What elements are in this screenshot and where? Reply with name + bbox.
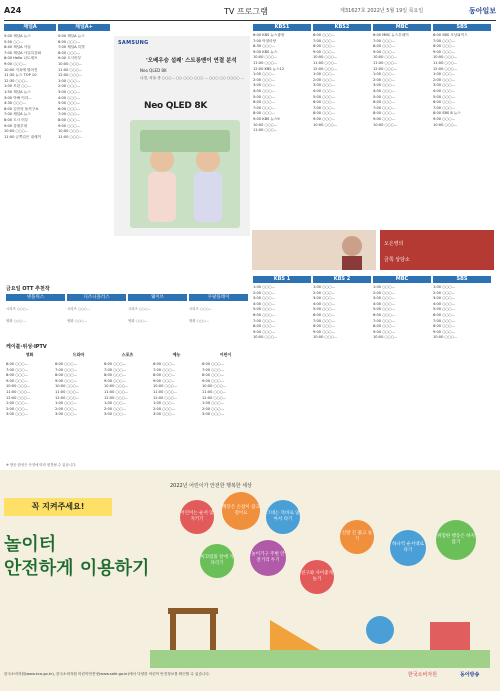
schedule-line: 7:00 ○○○... <box>433 38 456 43</box>
genre-line: 6:00 ○○○... <box>6 362 29 366</box>
left_col.a-item: 6:00 김진의 돌직구쇼 <box>4 106 39 111</box>
schedule-line: 7:00 ○○○... <box>373 105 396 110</box>
left_col.a-item: 7:00 채널A 사일특강좌 <box>4 50 42 55</box>
schedule-line: 11:00 ○○○... <box>253 128 278 133</box>
campaign-top: 2022년 어린이가 안전한 행복한 세상 <box>170 483 252 489</box>
left_col.a-item: 7:00 채널A 뉴스 <box>4 112 31 117</box>
schedule-line: 7:00 ○○○... <box>433 105 456 110</box>
schedule-line: 1:00 ○○○... <box>433 285 456 289</box>
ott-cell: 시리즈 ○○○... <box>189 307 213 311</box>
ott-header: 디즈니플러스 <box>67 294 126 301</box>
channel-header: MBC <box>373 276 431 283</box>
rule-bubble: 그네는 똑바로 앉아서 타기 <box>266 500 300 534</box>
genre-line: 11:00 ○○○... <box>153 389 178 394</box>
genre-line: 9:00 ○○○... <box>55 378 78 383</box>
schedule-line: 6:00 ○○○... <box>313 33 336 37</box>
schedule-line: 4:00 ○○○... <box>433 88 456 93</box>
schedule-line: 9:00 ○○○... <box>373 116 396 121</box>
genre-line: 8:00 ○○○... <box>104 373 127 378</box>
left_col.b-item: 6:00 ○○○... <box>58 106 81 111</box>
genre-line: 1:00 ○○○... <box>202 401 225 406</box>
channel-header: KBS 2 <box>313 276 371 283</box>
genre-line: 2:00 ○○○... <box>153 406 176 411</box>
left_col.b-item: 9:00 도시어부 <box>58 56 82 61</box>
channel-header-a-plus: 채널A+ <box>58 24 110 31</box>
schedule-line: 10:00 ○○○... <box>313 55 338 60</box>
schedule-line: 5:00 ○○○... <box>313 307 336 312</box>
schedule-line: 2:00 ○○○... <box>373 77 396 82</box>
genre-line: 10:00 ○○○... <box>6 384 31 389</box>
campaign-title-line1: 놀이터 <box>4 534 57 555</box>
ad-photo-people <box>130 120 240 228</box>
schedule-line: 4:00 ○○○... <box>313 88 336 93</box>
schedule-line: 7:00 ○○○... <box>253 318 276 323</box>
schedule-line: 7:00 ○○○... <box>373 38 396 43</box>
section-title: TV 프로그램 <box>224 7 268 16</box>
left_col.a-item: 1:00 모던 ○○... <box>4 84 31 89</box>
rule-bubble: 신발 끈 묶고 놀기 <box>340 520 374 554</box>
schedule-line: 10:00 ○○○... <box>373 335 398 340</box>
genre-line: 12:00 ○○○... <box>6 395 31 400</box>
promo-subtitle: 오은영의 <box>384 241 404 247</box>
schedule-line: 3:00 ○○○... <box>313 296 336 301</box>
genre-line: 1:00 ○○○... <box>104 401 127 406</box>
issue-info: 제31627호 2022년 5월 19일 목요일 <box>340 8 424 14</box>
left_col.b-item: 7:00 ○○○... <box>58 112 81 117</box>
left_col.a-item: 8:00 도시 어부 <box>4 117 29 122</box>
schedule-line: 12:00 ○○○... <box>313 66 338 71</box>
schedule-line: 6:00 ○○○... <box>433 100 456 105</box>
genre-line: 10:00 ○○○... <box>153 384 178 389</box>
genre-line: 2:00 ○○○... <box>104 406 127 411</box>
schedule-line: 12:00 ○○○... <box>433 66 458 71</box>
schedule-line: 8:00 ○○○... <box>433 44 456 49</box>
channel-list <box>253 33 311 229</box>
genre-line: 12:00 ○○○... <box>55 395 80 400</box>
schedule-line: 8:30 ○○○... <box>253 44 276 49</box>
genre-line: 9:00 ○○○... <box>202 378 225 383</box>
channel-list <box>433 285 491 465</box>
schedule-line: 4:00 ○○○... <box>373 88 396 93</box>
channel-list <box>373 285 431 465</box>
satellite-title: 케이블·위성·IPTV <box>6 344 47 350</box>
schedule-line: 1:00 ○○○... <box>313 285 336 289</box>
rule-bubble: 친구와 사이좋게 놀기 <box>300 560 334 594</box>
left_col.b-item: 5:00 ○○○... <box>58 101 81 106</box>
schedule-line: 4:00 ○○○... <box>253 88 276 93</box>
left_col.b-item: 8:00 ○○○... <box>58 117 81 122</box>
kca-logo: 한국소비자원 <box>408 672 437 678</box>
schedule-line: 7:00 ○○○... <box>373 318 396 323</box>
left_col.a-item: 10:00 ○○○... <box>4 129 29 134</box>
ad-brand: SAMSUNG <box>118 40 149 46</box>
ott-cell: 영화 ○○○... <box>6 319 26 323</box>
left_col.a-item: 12:30 ○○○... <box>4 78 29 83</box>
genre-line: 10:00 ○○○... <box>202 384 227 389</box>
schedule-line: 8:00 ○○○... <box>373 111 396 116</box>
schedule-line: 5:00 ○○○... <box>253 94 276 99</box>
schedule-line: 1:00 ○○○... <box>433 72 456 77</box>
left_col.b-item: 10:00 ○○○... <box>58 61 83 66</box>
genre-line: 7:00 ○○○... <box>153 367 176 372</box>
rule-bubble: 하나씩 순서대로 타기 <box>390 530 426 566</box>
left_col.a-item: 9:00 강철부대 <box>4 123 28 128</box>
genre-header: 드라마 <box>72 352 85 357</box>
genre-list <box>202 362 249 458</box>
genre-line: 9:00 ○○○... <box>6 378 29 383</box>
schedule-line: 11:00 ○○○... <box>253 60 278 65</box>
ad-subtitle: Neo QLED 8K <box>140 68 167 73</box>
schedule-line: 10:00 ○○○... <box>253 335 278 340</box>
schedule-line: 8:00 ○○○... <box>433 324 456 329</box>
schedule-line: 1:00 ○○○... <box>373 285 396 289</box>
schedule-line: 3:00 ○○○... <box>433 83 456 88</box>
schedule-line: 10:00 ○○○... <box>313 335 338 340</box>
genre-line: 3:00 ○○○... <box>202 412 225 417</box>
schedule-line: 10:00 ○○○... <box>253 122 278 127</box>
left_col.a-item: 5:00 채널A 뉴스 <box>4 34 31 38</box>
schedule-line: 12:00 KBS 뉴스12 <box>253 66 285 71</box>
left_col.a-item: 3:00 아빠 이리... <box>4 95 32 100</box>
channel-list <box>433 33 491 229</box>
schedule-line: 8:00 ○○○... <box>253 111 276 116</box>
channel-header: MBC <box>373 24 431 31</box>
genre-line: 12:00 ○○○... <box>153 395 178 400</box>
ad-product: Neo QLED 8K <box>144 101 208 111</box>
schedule-line: 6:00 ○○○... <box>253 312 276 317</box>
schedule-line: 1:00 ○○○... <box>253 285 276 289</box>
playground-illustration <box>150 600 490 668</box>
schedule-line: 10:00 ○○○... <box>433 335 458 340</box>
schedule-line: 11:00 ○○○... <box>373 60 398 65</box>
schedule-line: 6:00 ○○○... <box>433 312 456 317</box>
schedule-line: 9:00 ○○○... <box>313 329 336 334</box>
schedule-line: 7:00 ○○○... <box>313 318 336 323</box>
channel-list <box>313 285 371 465</box>
left_col.b-item: 12:00 ○○○... <box>58 73 83 78</box>
channel-list <box>253 285 311 465</box>
campaign-title-line2: 안전하게 이용하기 <box>4 558 150 579</box>
schedule-line: 9:00 ○○○... <box>313 116 336 121</box>
left_col.b-item: 6:00 ○○○... <box>58 39 81 44</box>
schedule-line: 6:00 ○○○... <box>253 100 276 105</box>
schedule-line: 12:00 ○○○... <box>373 66 398 71</box>
schedule-line: 9:00 ○○○... <box>433 49 456 54</box>
schedule-line: 5:00 ○○○... <box>313 94 336 99</box>
genre-line: 2:00 ○○○... <box>6 406 29 411</box>
schedule-line: 7:00 ○○○... <box>433 318 456 323</box>
genre-header: 영화 <box>25 352 34 357</box>
left_col.a-item: 1:50 채널A 뉴스 <box>4 89 31 94</box>
schedule-line: 8:00 SBS 8 뉴스 <box>433 111 461 116</box>
schedule-line: 5:00 ○○○... <box>373 94 396 99</box>
schedule-line: 11:00 ○○○... <box>433 60 458 65</box>
left_col.b-item: 4:00 ○○○... <box>58 95 81 100</box>
page-number: A24 <box>4 6 22 15</box>
genre-list <box>153 362 200 458</box>
campaign-badge-text: 꼭 지켜주세요! <box>31 502 85 511</box>
left_col.b-item: 7:00 채널A 특별 <box>58 45 85 50</box>
left_col.b-item: 11:00 ○○○... <box>58 67 83 72</box>
genre-line: 10:00 ○○○... <box>55 384 80 389</box>
header-rule <box>4 20 496 21</box>
rule-bubble: 계단은 손잡이 잡고 걸어요 <box>222 492 260 530</box>
schedule-line: 7:00 ○○○... <box>253 105 276 110</box>
schedule-line: 9:00 ○○○... <box>313 49 336 54</box>
schedule-line: 9:00 ○○○... <box>433 329 456 334</box>
schedule-line: 5:00 ○○○... <box>433 94 456 99</box>
genre-line: 2:00 ○○○... <box>202 406 225 411</box>
schedule-line: 9:00 KBS 뉴스9 <box>253 116 280 121</box>
promo-photo <box>252 230 376 270</box>
channel-list <box>373 33 431 229</box>
schedule-line: 11:00 ○○○... <box>313 60 338 65</box>
schedule-line: 10:00 ○○○... <box>253 55 278 60</box>
genre-line: 6:00 ○○○... <box>55 362 78 366</box>
campaign-badge <box>4 498 112 516</box>
schedule-line: 6:00 ○○○... <box>313 312 336 317</box>
ott-cell: 시리즈 ○○○... <box>6 307 30 311</box>
schedule-line: 10:00 ○○○... <box>433 122 458 127</box>
schedule-line: 5:00 ○○○... <box>433 307 456 312</box>
schedule-line: 7:00 ○○○... <box>313 105 336 110</box>
left_col.b-item: 3:00 ○○○... <box>58 89 81 94</box>
left_col.b-item: 9:00 ○○○... <box>58 123 81 128</box>
schedule-line: 1:00 ○○○... <box>253 72 276 77</box>
genre-line: 3:00 ○○○... <box>104 412 127 417</box>
schedule-line: 9:00 ○○○... <box>253 329 276 334</box>
genre-line: 6:00 ○○○... <box>104 362 127 366</box>
genre-line: 6:00 ○○○... <box>202 362 225 366</box>
genre-line: 8:00 ○○○... <box>55 373 78 378</box>
left_col.a-item: 10:00 지옥에 떨어진 <box>4 67 38 72</box>
schedule-line: 8:00 ○○○... <box>253 324 276 329</box>
ott-cell: 영화 ○○○... <box>189 319 209 323</box>
left_col.a-item: 9:00 ○○○... <box>4 61 27 66</box>
genre-line: 11:00 ○○○... <box>55 389 80 394</box>
promo-banner <box>380 230 494 270</box>
left_col.a-item: 11:00 금쪽같은 내새끼 <box>4 134 41 139</box>
ott-header: 넷플릭스 <box>6 294 65 301</box>
left_col.a-item: 5:50 ○○... <box>4 39 23 44</box>
schedule-line: 8:00 ○○○... <box>313 324 336 329</box>
schedule-line: 9:00 ○○○... <box>373 49 396 54</box>
schedule-line: 8:00 ○○○... <box>313 44 336 49</box>
schedule-line: 10:00 ○○○... <box>313 122 338 127</box>
schedule-line: 2:00 ○○○... <box>433 290 456 295</box>
channel-header: KBS2 <box>313 24 371 31</box>
genre-list <box>55 362 102 458</box>
channel-header: KBS 1 <box>253 276 311 283</box>
channel-header: KBS1 <box>253 24 311 31</box>
schedule-line: 1:00 ○○○... <box>373 72 396 77</box>
ott-title: 금요일 OTT 추천작 <box>6 286 50 292</box>
ott-header: 웨이브 <box>128 294 187 301</box>
schedule-line: 3:00 ○○○... <box>373 83 396 88</box>
rule-bubble: 어린이는 순서 맞 지키기 <box>180 500 214 534</box>
promo-person <box>252 230 376 270</box>
broadcast-brand: 동아방송 <box>460 672 480 678</box>
schedule-line: 2:00 ○○○... <box>313 290 336 295</box>
schedule-line: 9:00 ○○○... <box>373 329 396 334</box>
genre-line: 9:00 ○○○... <box>153 378 176 383</box>
schedule-line: 4:00 ○○○... <box>373 301 396 306</box>
schedule-line: 6:00 MBC 뉴스투데이 <box>373 33 409 37</box>
schedule-line: 10:00 ○○○... <box>373 122 398 127</box>
schedule-line: 10:00 ○○○... <box>433 55 458 60</box>
left_col.a-item: 6:40 채널A 사일 <box>4 45 31 50</box>
schedule-line: 4:00 ○○○... <box>253 301 276 306</box>
genre-line: 3:00 ○○○... <box>55 412 78 417</box>
left_col.b-item: 2:00 ○○○... <box>58 84 81 89</box>
genre-line: 3:00 ○○○... <box>153 412 176 417</box>
schedule-line: 8:00 ○○○... <box>313 111 336 116</box>
promo-title: 금쪽 상담소 <box>384 257 410 263</box>
channel-list <box>313 33 371 229</box>
schedule-line: 2:00 ○○○... <box>253 77 276 82</box>
schedule-line: 6:00 SBS 모닝와이드 <box>433 33 468 37</box>
channel-header: SBS <box>433 24 491 31</box>
schedule-line: 5:00 ○○○... <box>373 307 396 312</box>
left_col.b-item: 8:00 ○○○... <box>58 50 81 55</box>
channel-header-a: 채널A <box>4 24 56 31</box>
newspaper-brand: 동아일보 <box>468 7 496 15</box>
schedule-line: 4:00 ○○○... <box>313 301 336 306</box>
left_col.b-item: 1:00 ○○○... <box>58 78 81 83</box>
genre-line: 11:00 ○○○... <box>104 389 129 394</box>
genre-line: 7:00 ○○○... <box>104 367 127 372</box>
genre-line: 8:00 ○○○... <box>6 373 29 378</box>
schedule-line: 10:00 ○○○... <box>373 55 398 60</box>
schedule-line: 1:00 ○○○... <box>313 72 336 77</box>
ott-cell: 영화 ○○○... <box>128 319 148 323</box>
genre-header: 예능 <box>172 352 181 357</box>
page-header <box>4 6 496 18</box>
schedule-line: 3:00 ○○○... <box>253 83 276 88</box>
channel-header: SBS <box>433 276 491 283</box>
ott-cell: 시리즈 ○○○... <box>67 307 91 311</box>
schedule-line: 8:00 ○○○... <box>373 44 396 49</box>
schedule-line: 7:00 ○○○... <box>313 38 336 43</box>
genre-line: 6:00 ○○○... <box>153 362 176 366</box>
schedule-line: 6:00 ○○○... <box>373 312 396 317</box>
genre-line: 11:00 ○○○... <box>202 389 227 394</box>
schedule-line: 2:00 ○○○... <box>313 77 336 82</box>
rule-bubble: 미끄럼틀 앞에 기다리기 <box>200 544 234 578</box>
ad-photo <box>130 120 240 228</box>
genre-line: 8:00 ○○○... <box>202 373 225 378</box>
genre-line: 3:00 ○○○... <box>6 412 29 417</box>
schedule-line: 9:00 KBS 뉴스 <box>253 49 278 54</box>
left_col.a-item: 4:30 ○○○... <box>4 101 27 106</box>
genre-line: 8:00 ○○○... <box>153 373 176 378</box>
genre-header: 스포츠 <box>121 352 134 357</box>
ott-cell: 시리즈 ○○○... <box>128 307 152 311</box>
genre-line: 1:00 ○○○... <box>55 401 78 406</box>
channel-a-list <box>4 34 56 274</box>
channel-a-plus-list <box>58 34 110 274</box>
genre-line: 12:00 ○○○... <box>202 395 227 400</box>
genre-line: 7:00 ○○○... <box>202 367 225 372</box>
genre-list <box>104 362 151 458</box>
ott-cell: 영화 ○○○... <box>67 319 87 323</box>
schedule-line: 3:00 ○○○... <box>373 296 396 301</box>
genre-line: 1:00 ○○○... <box>153 401 176 406</box>
left_col.b-item: 11:00 ○○○... <box>58 134 83 139</box>
schedule-line: 2:00 ○○○... <box>373 290 396 295</box>
schedule-line: 2:00 ○○○... <box>433 77 456 82</box>
schedule-line: 9:00 ○○○... <box>433 116 456 121</box>
ad-title: '오베우승 설쾌' 스트롱맨이 연결 분석 <box>146 58 237 64</box>
left_col.b-item: 5:00 채널A 뉴스 <box>58 34 85 38</box>
genre-line: 2:00 ○○○... <box>55 406 78 411</box>
campaign-footer: 한국소비자원(www.kca.go.kr), 한국소비자원 어린이안전넷(www.safe.go.kr)에서 다양한 어린이 안전정보를 확인할 수 있습니다. <box>4 672 211 676</box>
schedule-line: 5:00 ○○○... <box>253 307 276 312</box>
genre-line: 11:00 ○○○... <box>6 389 31 394</box>
genre-line: 1:00 ○○○... <box>6 401 29 406</box>
schedule-note: ※ 방송 편성은 사정에 따라 변경될 수 있습니다. <box>6 463 77 467</box>
genre-line: 10:00 ○○○... <box>104 384 129 389</box>
rule-bubble: 놀이기구 주변 안전거리 두기 <box>250 540 286 576</box>
ott-header: 쿠팡플레이 <box>189 294 248 301</box>
genre-line: 9:00 ○○○... <box>104 378 127 383</box>
left_col.a-item: 11:30 뉴스 TOP 10 <box>4 73 37 78</box>
ad-body: 나경, 차둘 중 ○○○... ○○ ○○○ ○○○ ... ○○○ ○○ ○○○○ ... <box>140 76 245 80</box>
schedule-line: 4:00 ○○○... <box>433 301 456 306</box>
genre-line: 7:00 ○○○... <box>6 367 29 372</box>
schedule-line: 6:00 ○○○... <box>313 100 336 105</box>
schedule-line: 2:00 ○○○... <box>253 290 276 295</box>
schedule-line: 6:00 ○○○... <box>373 100 396 105</box>
rule-bubble: 위험한 행동은 하지 않기 <box>436 520 476 560</box>
genre-list <box>6 362 53 458</box>
schedule-line: 3:00 ○○○... <box>313 83 336 88</box>
schedule-line: 3:00 ○○○... <box>433 296 456 301</box>
schedule-line: 3:00 ○○○... <box>253 296 276 301</box>
genre-line: 12:00 ○○○... <box>104 395 129 400</box>
genre-header: 어린이 <box>219 352 232 357</box>
schedule-line: 6:00 KBS 뉴스광장 <box>253 33 285 37</box>
left_col.a-item: 8:00 Hello 나도셰프 <box>4 56 38 61</box>
genre-line: 7:00 ○○○... <box>55 367 78 372</box>
schedule-line: 8:00 ○○○... <box>373 324 396 329</box>
schedule-line: 7:00 아침마당 <box>253 38 277 43</box>
left_col.b-item: 10:00 ○○○... <box>58 129 83 134</box>
